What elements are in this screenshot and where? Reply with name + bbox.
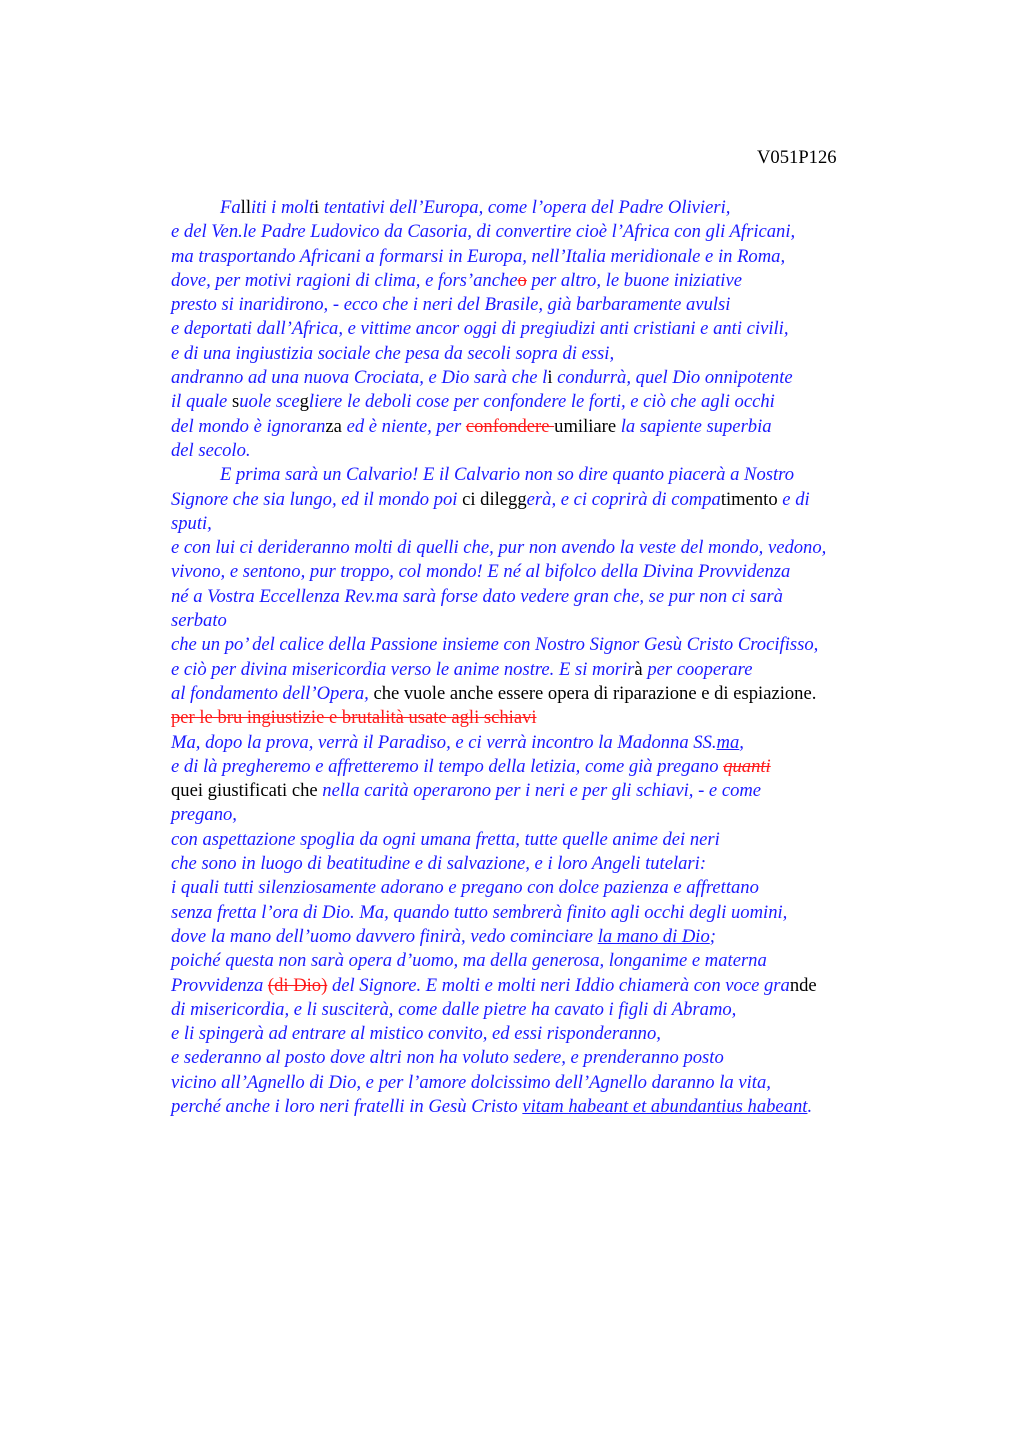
text-segment: che un po’ del calice della Passione insieme con Nostro Signor Gesù Cristo Crocifisso, xyxy=(171,634,819,656)
text-segment: che sono in luogo di beatitudine e di salvazione, e i loro Angeli tutelari: xyxy=(171,853,707,875)
text-line xyxy=(171,803,931,827)
text-segment: uole sce xyxy=(239,391,300,413)
text-segment: liere le deboli cose per confondere le forti, e ciò che agli occhi xyxy=(308,391,775,413)
text-line xyxy=(171,682,931,706)
inserted-text: che xyxy=(291,780,318,802)
text-segment: i quali tutti silenziosamente adorano e pregano con dolce pazienza e affrettano xyxy=(171,877,759,899)
text-segment: per cooperare xyxy=(642,658,753,680)
text-line xyxy=(171,439,931,463)
text-segment: Provvidenza xyxy=(171,974,268,996)
text-segment: e deportati dall’Africa, e vittime ancor oggi di pregiudizi anti cristiani e anti civili, xyxy=(171,318,789,340)
text-segment: di misericordia, e li susciterà, come dalle pietre ha cavato i figli di Abramo, xyxy=(171,998,737,1020)
text-line xyxy=(171,633,931,657)
text-segment: presto si inaridirono, - ecco che i neri del Brasile, già barbaramente avulsi xyxy=(171,294,731,316)
text-segment: perché anche i loro neri fratelli in Gesù Cristo xyxy=(171,1095,523,1117)
text-segment: sputi, xyxy=(171,512,212,534)
document-body xyxy=(171,196,931,1119)
inserted-text: s xyxy=(231,391,240,413)
text-line xyxy=(171,876,931,900)
inserted-text: quei giustificati xyxy=(171,780,292,802)
text-segment: condurrà, quel Dio onnipotente xyxy=(552,367,793,389)
text-line xyxy=(171,901,931,925)
text-segment: poiché questa non sarà opera d’uomo, ma della generosa, longanime e materna xyxy=(171,950,767,972)
text-line xyxy=(171,1071,931,1095)
text-segment: né a Vostra Eccellenza Rev.ma sarà forse dato vedere gran che, se pur non ci sarà xyxy=(171,585,783,607)
text-line xyxy=(171,731,931,755)
text-segment: e di xyxy=(777,488,810,510)
text-segment: del mondo è ignoran xyxy=(171,415,326,437)
text-line xyxy=(171,828,931,852)
inserted-text: che vuole anche essere opera di riparazione e di espiazione. xyxy=(373,682,817,704)
text-line xyxy=(171,560,931,584)
text-line xyxy=(171,974,931,998)
text-line xyxy=(171,196,931,220)
underlined-text: vitam habeant et abundantius habeant xyxy=(522,1095,808,1117)
text-segment: tentativi dell’Europa, come l’opera del Padre Olivieri, xyxy=(319,197,731,218)
inserted-text: za xyxy=(325,415,342,437)
inserted-text: timento xyxy=(720,488,778,510)
text-line xyxy=(171,755,931,779)
text-line xyxy=(171,293,931,317)
text-segment: Signore che sia lungo, ed il mondo poi xyxy=(171,488,463,510)
text-segment: andranno ad una nuova Crociata, e Dio sarà che l xyxy=(171,367,548,389)
text-segment: e ciò per divina misericordia verso le anime nostre. E si morir xyxy=(171,658,635,680)
text-line xyxy=(171,220,931,244)
inserted-text: à xyxy=(634,658,643,680)
deleted-text: confondere xyxy=(465,415,555,437)
text-segment: e li spingerà ad entrare al mistico convito, ed essi risponderanno, xyxy=(171,1023,661,1045)
text-segment: del Signore. E molti e molti neri Iddio chiamerà con voce gra xyxy=(327,974,790,996)
inserted-text: g xyxy=(299,391,309,413)
inserted-text: ll xyxy=(240,197,251,218)
text-line xyxy=(171,390,931,414)
page-identifier: V051P126 xyxy=(757,147,837,168)
text-segment: serbato xyxy=(171,610,227,632)
text-segment: dove la mano dell’uomo davvero finirà, vedo cominciare xyxy=(171,925,598,947)
text-line xyxy=(171,609,931,633)
text-line xyxy=(171,536,931,560)
text-line xyxy=(171,366,931,390)
inserted-text: ci dilegg xyxy=(462,488,527,510)
text-segment: iti i molt xyxy=(251,197,315,218)
text-line xyxy=(171,585,931,609)
inserted-text: i xyxy=(314,197,320,218)
deleted-text: quanti xyxy=(723,755,771,777)
text-segment: dove, per motivi ragioni di clima, e fors’anche xyxy=(171,269,518,291)
text-line xyxy=(171,1046,931,1070)
text-line xyxy=(171,415,931,439)
inserted-text: umiliare xyxy=(554,415,617,437)
text-segment: Fa xyxy=(220,197,241,218)
text-line xyxy=(171,658,931,682)
text-line xyxy=(171,852,931,876)
text-line xyxy=(171,1022,931,1046)
text-segment: ma trasportando Africani a formarsi in Europa, nell’Italia meridionale e in Roma, xyxy=(171,245,786,267)
text-segment: . xyxy=(807,1095,813,1117)
text-segment: al fondamento dell’Opera, xyxy=(171,682,374,704)
deleted-text: (di Dio) xyxy=(267,974,328,996)
text-line xyxy=(171,269,931,293)
text-line xyxy=(171,1095,931,1119)
text-line xyxy=(171,949,931,973)
inserted-text: nde xyxy=(789,974,817,996)
text-segment: Ma, dopo la prova, verrà il Paradiso, e ci verrà incontro la Madonna SS. xyxy=(171,731,717,753)
text-segment: la sapiente superbia xyxy=(616,415,772,437)
text-segment: e di una ingiustizia sociale che pesa da secoli sopra di essi, xyxy=(171,342,615,364)
text-line xyxy=(171,463,931,487)
text-segment: il quale xyxy=(171,391,232,413)
text-segment: , xyxy=(739,731,744,753)
text-segment: pregano, xyxy=(171,804,237,826)
deleted-text: per le bru ingiustizie e brutalità usate agli schiavi xyxy=(171,707,537,729)
text-segment: del secolo. xyxy=(171,439,251,461)
text-line xyxy=(171,706,931,730)
text-segment: ed è niente, per xyxy=(341,415,466,437)
text-line xyxy=(171,342,931,366)
underlined-text: la mano di Dio xyxy=(597,925,710,947)
text-line xyxy=(171,512,931,536)
text-segment: e sederanno al posto dove altri non ha voluto sedere, e prenderanno posto xyxy=(171,1047,724,1069)
deleted-text: o xyxy=(517,269,527,291)
text-line xyxy=(171,245,931,269)
text-line xyxy=(171,925,931,949)
underlined-text: ma xyxy=(716,731,740,753)
text-line xyxy=(171,998,931,1022)
text-segment: con aspettazione spoglia da ogni umana fretta, tutte quelle anime dei neri xyxy=(171,828,720,850)
text-segment: ; xyxy=(709,925,716,947)
text-segment: e di là pregheremo e affretteremo il tempo della letizia, come già pregano xyxy=(171,755,724,777)
text-line xyxy=(171,779,931,803)
text-segment: erà, e ci coprirà di compa xyxy=(526,488,721,510)
text-segment: E prima sarà un Calvario! E il Calvario non so dire quanto piacerà a Nostro xyxy=(220,464,794,486)
text-segment: nella carità operarono per i neri e per gli schiavi, - e come xyxy=(317,780,762,802)
text-segment: vivono, e sentono, pur troppo, col mondo! E né al bifolco della Divina Provvidenza xyxy=(171,561,791,583)
text-line xyxy=(171,488,931,512)
inserted-text: i xyxy=(547,367,553,389)
text-segment: vicino all’Agnello di Dio, e per l’amore dolcissimo dell’Agnello daranno la vita, xyxy=(171,1071,771,1093)
text-line xyxy=(171,317,931,341)
text-segment: per altro, le buone iniziative xyxy=(526,269,742,291)
text-segment: senza fretta l’ora di Dio. Ma, quando tutto sembrerà finito agli occhi degli uomini, xyxy=(171,901,788,923)
text-segment: e del Ven.le Padre Ludovico da Casoria, di convertire cioè l’Africa con gli Africani, xyxy=(171,221,796,243)
text-segment: e con lui ci derideranno molti di quelli che, pur non avendo la veste del mondo, vedono, xyxy=(171,537,827,559)
